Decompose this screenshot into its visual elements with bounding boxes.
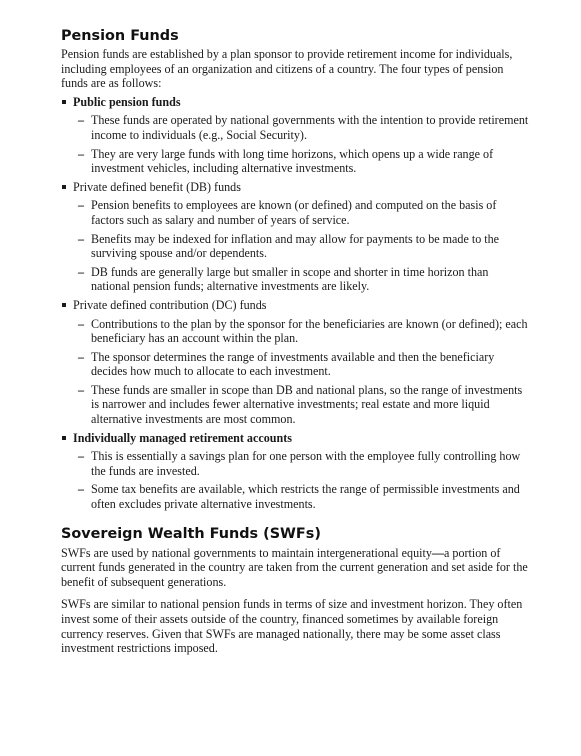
swf-paragraph-1-end: a portion of current funds generated in the country are taken from the current generation and set aside for the benefit of subsequent generations.: [61, 545, 528, 589]
pension-fund-types-list: [61, 95, 529, 512]
fund-type-title: Private defined benefit (DB) funds: [73, 179, 241, 194]
pension-funds-heading: Pension Funds: [61, 28, 179, 44]
fund-type-points: [73, 449, 529, 511]
fund-type-point: – They are very large funds with long time horizons, which opens up a wide range of investment vehicles, including alternative investments.: [78, 147, 529, 176]
fund-type-point: – These funds are smaller in scope than DB and national plans, so the range of investments is narrower and includes fewer alternative investments; real estate and more liquid alternative investments are most common.: [78, 383, 529, 427]
fund-type-item: [61, 180, 529, 294]
fund-type-title: Public pension funds: [73, 94, 181, 109]
swf-paragraph-2: SWFs are similar to national pension funds in terms of size and investment horizon. They often invest some of their assets outside of the country, financed sometimes by available foreign currency reserves. Given that SWFs are managed nationally, there may be some asset class investment restrictions imposed.: [61, 597, 523, 656]
fund-type-point: – DB funds are generally large but smaller in scope and shorter in time horizon than national pension funds; alternative investments are likely.: [78, 265, 529, 294]
fund-type-point: – Contributions to the plan by the sponsor for the beneficiaries are known (or defined); each beneficiary has an account within the plan.: [78, 317, 529, 346]
fund-type-points: [73, 113, 529, 175]
pension-funds-intro: Pension funds are established by a plan sponsor to provide retirement income for individuals, including employees of an organization and citizens of a country. The four types of pension funds are as follows:: [61, 47, 513, 91]
sovereign-wealth-funds-heading: Sovereign Wealth Funds (SWFs): [61, 525, 321, 542]
fund-type-title: Individually managed retirement accounts: [73, 430, 292, 445]
swf-paragraph-1-start: SWFs are used by national governments to maintain intergenerational equity: [61, 545, 432, 560]
swf-paragraph-1: [61, 546, 529, 590]
em-dash: —: [431, 545, 444, 560]
fund-type-item: [61, 298, 529, 427]
fund-type-points: [73, 317, 529, 427]
fund-type-points: [73, 198, 529, 294]
fund-type-item: [61, 95, 529, 176]
fund-type-title: Private defined contribution (DC) funds: [73, 297, 267, 312]
fund-type-item: [61, 431, 529, 512]
fund-type-point: – The sponsor determines the range of investments available and then the beneficiary decides how much to allocate to each investment.: [78, 350, 529, 379]
fund-type-point: – These funds are operated by national governments with the intention to provide retirement income to individuals (e.g., Social Security).: [78, 113, 529, 142]
fund-type-point: – This is essentially a savings plan for one person with the employee fully controlling how the funds are invested.: [78, 449, 529, 478]
fund-type-point: – Pension benefits to employees are known (or defined) and computed on the basis of factors such as salary and number of years of service.: [78, 198, 529, 227]
fund-type-point: – Benefits may be indexed for inflation and may allow for payments to be made to the surviving spouse and/or dependents.: [78, 232, 529, 261]
fund-type-point: – Some tax benefits are available, which restricts the range of permissible investments and often excludes private alternative investments.: [78, 482, 529, 511]
